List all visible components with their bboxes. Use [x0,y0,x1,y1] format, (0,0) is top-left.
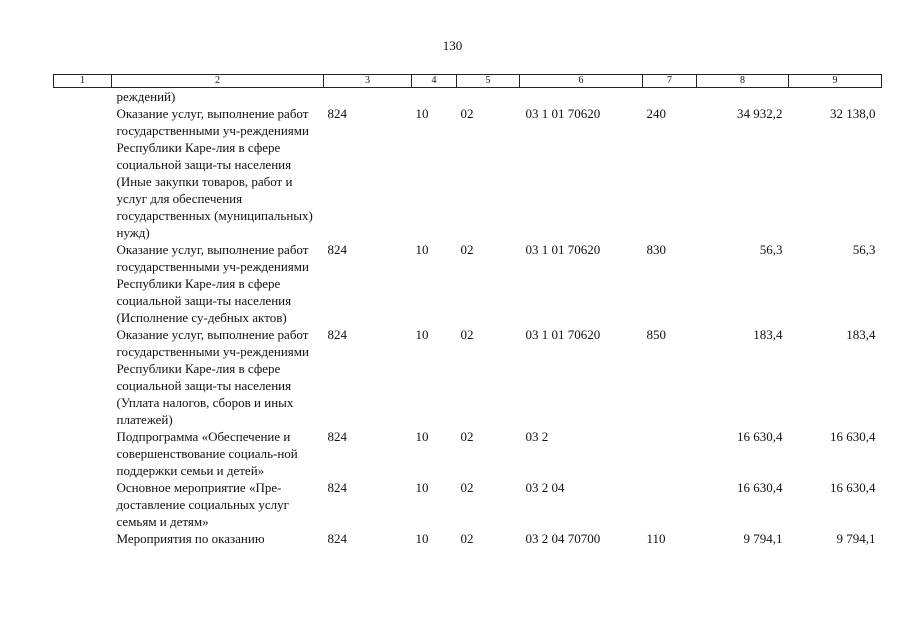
cell-col-3 [324,88,412,106]
cell-col-7 [643,479,697,530]
table-row [54,241,882,326]
cell-col-1 [54,241,112,326]
cell-col-4 [412,88,457,106]
cell-col-6: 03 2 04 [525,480,565,495]
table-header [54,75,882,88]
table-row [54,105,882,241]
cell-col-6 [520,88,643,106]
cell-col-1 [54,428,112,479]
cell-col-7: 240 [646,106,666,121]
cell-col-8: 9 794,1 [743,531,783,546]
cell-col-5 [457,88,520,106]
cell-name: Оказание услуг, выполнение работ государственными уч-реждениями Республики Каре-лия в сфере социальной защи-ты населения (Уплата налогов, сборов и иных платежей) [116,327,309,427]
cell-col-4: 10 [415,242,429,257]
cell-col-3: 824 [327,106,347,121]
header-col-4: 4 [412,75,457,88]
cell-col-1 [54,326,112,428]
cell-col-9: 9 794,1 [836,531,876,546]
page-number: 130 [442,38,463,53]
cell-col-8 [697,88,789,106]
cell-col-5: 02 [460,327,474,342]
cell-col-1 [54,88,112,106]
header-col-2: 2 [112,75,324,88]
cell-col-9: 16 630,4 [830,429,876,444]
cell-col-1 [54,479,112,530]
cell-col-6: 03 2 04 70700 [525,531,601,546]
cell-col-5: 02 [460,531,474,546]
header-col-1: 1 [54,75,112,88]
cell-col-4: 10 [415,429,429,444]
cell-col-8: 56,3 [759,242,783,257]
cell-name: Мероприятия по оказанию [116,531,265,546]
cell-col-1 [54,530,112,547]
cell-col-4: 10 [415,106,429,121]
cell-col-8: 16 630,4 [737,480,783,495]
cell-col-7 [643,428,697,479]
cell-col-6: 03 1 01 70620 [525,242,601,257]
cell-name: Основное мероприятие «Пре-доставление социальных услуг семьям и детям» [116,480,289,529]
header-col-8: 8 [697,75,789,88]
cell-col-7: 850 [646,327,666,342]
cell-col-7: 110 [646,531,666,546]
header-col-7: 7 [643,75,697,88]
header-col-5: 5 [457,75,520,88]
cell-col-3: 824 [327,327,347,342]
table-row [54,479,882,530]
budget-table [53,74,882,547]
header-col-3: 3 [324,75,412,88]
cell-col-3: 824 [327,242,347,257]
table-row [54,428,882,479]
cell-col-4: 10 [415,480,429,495]
cell-col-3: 824 [327,531,347,546]
cell-col-9: 32 138,0 [830,106,876,121]
cell-col-7: 830 [646,242,666,257]
cell-col-8: 34 932,2 [737,106,783,121]
cell-col-5: 02 [460,429,474,444]
cell-col-5: 02 [460,106,474,121]
cell-col-3: 824 [327,429,347,444]
cell-name: Оказание услуг, выполнение работ государственными уч-реждениями Республики Каре-лия в сфере социальной защи-ты населения (Иные закупки товаров, работ и услуг для обеспечения государственных (муниципальных) нужд) [116,106,313,240]
cell-col-6: 03 1 01 70620 [525,327,601,342]
cell-col-9: 16 630,4 [830,480,876,495]
cell-name: реждений) [116,89,176,104]
cell-col-4: 10 [415,327,429,342]
header-row [54,75,882,88]
cell-col-6: 03 2 [525,429,549,444]
table-row [54,326,882,428]
cell-col-5: 02 [460,480,474,495]
header-col-6: 6 [520,75,643,88]
cell-col-1 [54,105,112,241]
cell-col-8: 16 630,4 [737,429,783,444]
cell-col-6: 03 1 01 70620 [525,106,601,121]
cell-col-9: 183,4 [846,327,876,342]
table-row [54,530,882,547]
table-body [54,88,882,548]
cell-name: Оказание услуг, выполнение работ государственными уч-реждениями Республики Каре-лия в сфере социальной защи-ты населения (Исполнение су-дебных актов) [116,242,309,325]
table-row [54,88,882,106]
cell-name: Подпрограмма «Обеспечение и совершенствование социаль-ной поддержки семьи и детей» [116,429,298,478]
cell-col-8: 183,4 [753,327,783,342]
cell-col-4: 10 [415,531,429,546]
cell-col-7 [643,88,697,106]
cell-col-9 [789,88,882,106]
cell-col-9: 56,3 [852,242,876,257]
cell-col-5: 02 [460,242,474,257]
cell-col-3: 824 [327,480,347,495]
header-col-9: 9 [789,75,882,88]
